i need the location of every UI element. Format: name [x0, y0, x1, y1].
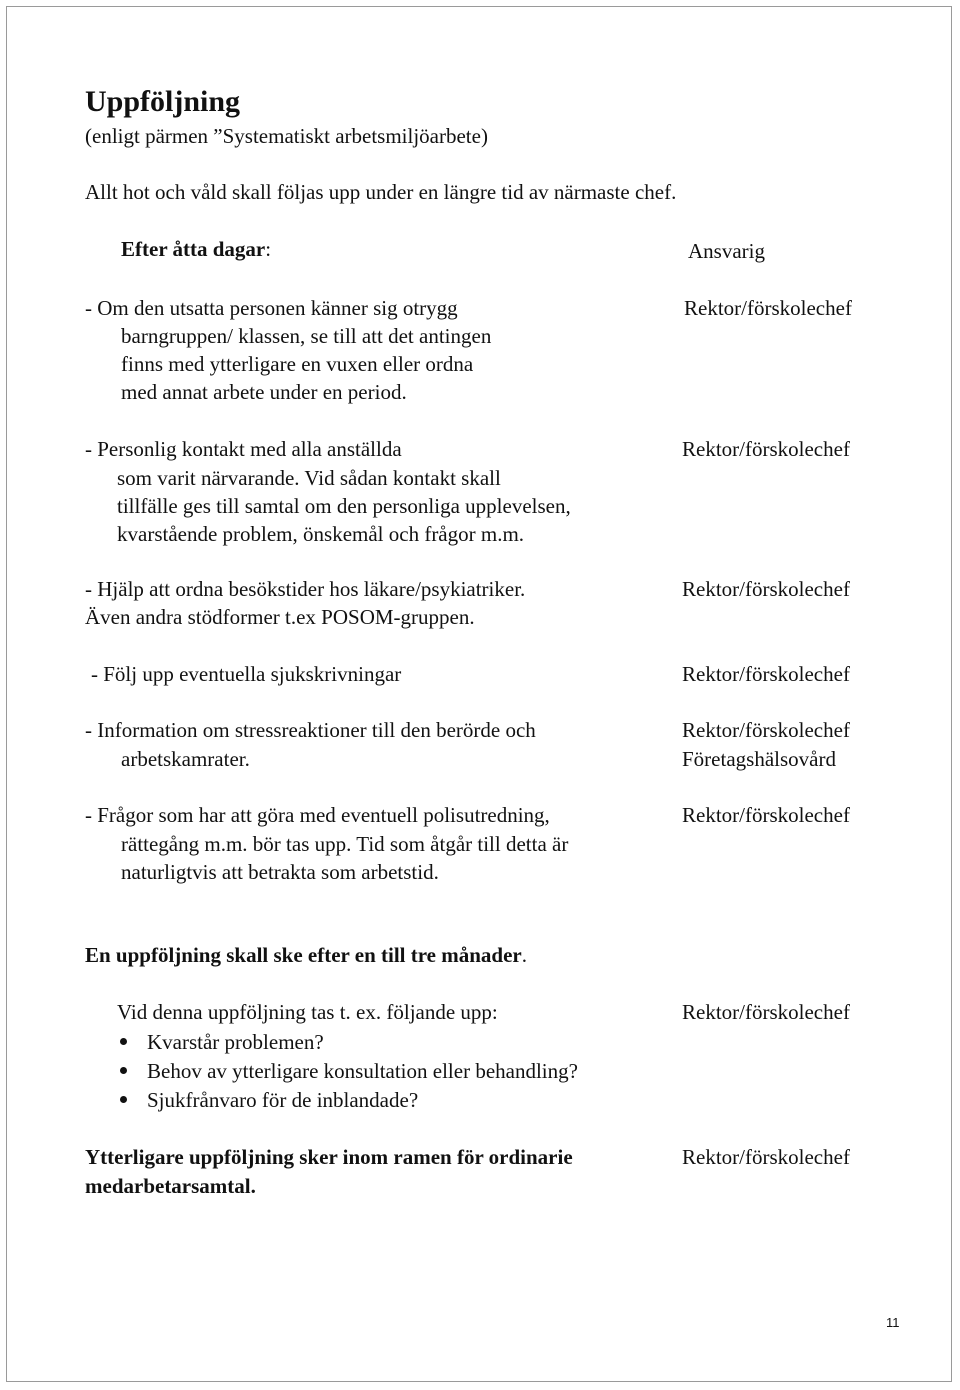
- intro-text: Allt hot och våld skall följas upp under en längre tid av närmaste chef.: [85, 180, 677, 204]
- section2-lead: Vid denna uppföljning tas t. ex. följande upp:: [117, 1000, 498, 1024]
- section3-line2: medarbetarsamtal.: [85, 1174, 256, 1198]
- page-number: 11: [886, 1315, 900, 1330]
- item1-line3: finns med ytterligare en vuxen eller ordna: [121, 352, 474, 376]
- item5-line2: arbetskamrater.: [121, 747, 250, 771]
- item1-line1: - Om den utsatta personen känner sig otrygg: [85, 296, 458, 320]
- ansvarig-label: Ansvarig: [688, 239, 765, 263]
- section1-heading: [121, 237, 271, 261]
- page-title: Uppföljning: [85, 85, 241, 118]
- item5-line1: - Information om stressreaktioner till den berörde och: [85, 718, 536, 742]
- bullet-icon: [120, 1067, 127, 1074]
- section2-heading-bold: En uppföljning skall ske efter en till tre månader: [85, 943, 522, 967]
- section2-heading-suffix: .: [521, 943, 527, 967]
- item1-line2: barngruppen/ klassen, se till att det antingen: [121, 324, 492, 348]
- item2-line2: som varit närvarande. Vid sådan kontakt skall: [117, 466, 501, 490]
- item3-responsible: Rektor/förskolechef: [682, 577, 850, 601]
- section2-responsible: Rektor/förskolechef: [682, 1000, 850, 1024]
- section1-heading-bold: Efter åtta dagar: [121, 237, 266, 261]
- item6-line1: - Frågor som har att göra med eventuell polisutredning,: [85, 803, 550, 827]
- item6-line2: rättegång m.m. bör tas upp. Tid som åtgår till detta är: [121, 832, 569, 856]
- item3-line2: Även andra stödformer t.ex POSOM-gruppen.: [85, 605, 475, 629]
- item2-responsible: Rektor/förskolechef: [682, 437, 850, 461]
- item2-line1: - Personlig kontakt med alla anställda: [85, 437, 402, 461]
- bullet-item-3: Sjukfrånvaro för de inblandade?: [147, 1088, 419, 1112]
- page-subtitle: (enligt pärmen ”Systematiskt arbetsmiljöarbete): [85, 124, 488, 148]
- item6-responsible: Rektor/förskolechef: [682, 803, 850, 827]
- document-page: [6, 6, 952, 1382]
- section3-line1: Ytterligare uppföljning sker inom ramen för ordinarie: [85, 1145, 573, 1169]
- item5-responsible-1: Rektor/förskolechef: [682, 718, 850, 742]
- item4-responsible: Rektor/förskolechef: [682, 662, 850, 686]
- item6-line3: naturligtvis att betrakta som arbetstid.: [121, 860, 439, 884]
- item4-line1: - Följ upp eventuella sjukskrivningar: [91, 662, 402, 686]
- bullet-icon: [120, 1038, 127, 1045]
- bullet-item-1: Kvarstår problemen?: [147, 1030, 324, 1054]
- section3-responsible: Rektor/förskolechef: [682, 1145, 850, 1169]
- bullet-item-2: Behov av ytterligare konsultation eller behandling?: [147, 1059, 578, 1083]
- item1-responsible: Rektor/förskolechef: [684, 296, 852, 320]
- section2-heading: [85, 943, 527, 967]
- item2-line3: tillfälle ges till samtal om den personliga upplevelsen,: [117, 494, 571, 518]
- section1-heading-suffix: :: [265, 237, 272, 261]
- item1-line4: med annat arbete under en period.: [121, 380, 407, 404]
- item3-line1: - Hjälp att ordna besökstider hos läkare/psykiatriker.: [85, 577, 526, 601]
- item5-responsible-2: Företagshälsovård: [682, 747, 836, 771]
- bullet-icon: [120, 1096, 127, 1103]
- item2-line4: kvarstående problem, önskemål och frågor m.m.: [117, 522, 525, 546]
